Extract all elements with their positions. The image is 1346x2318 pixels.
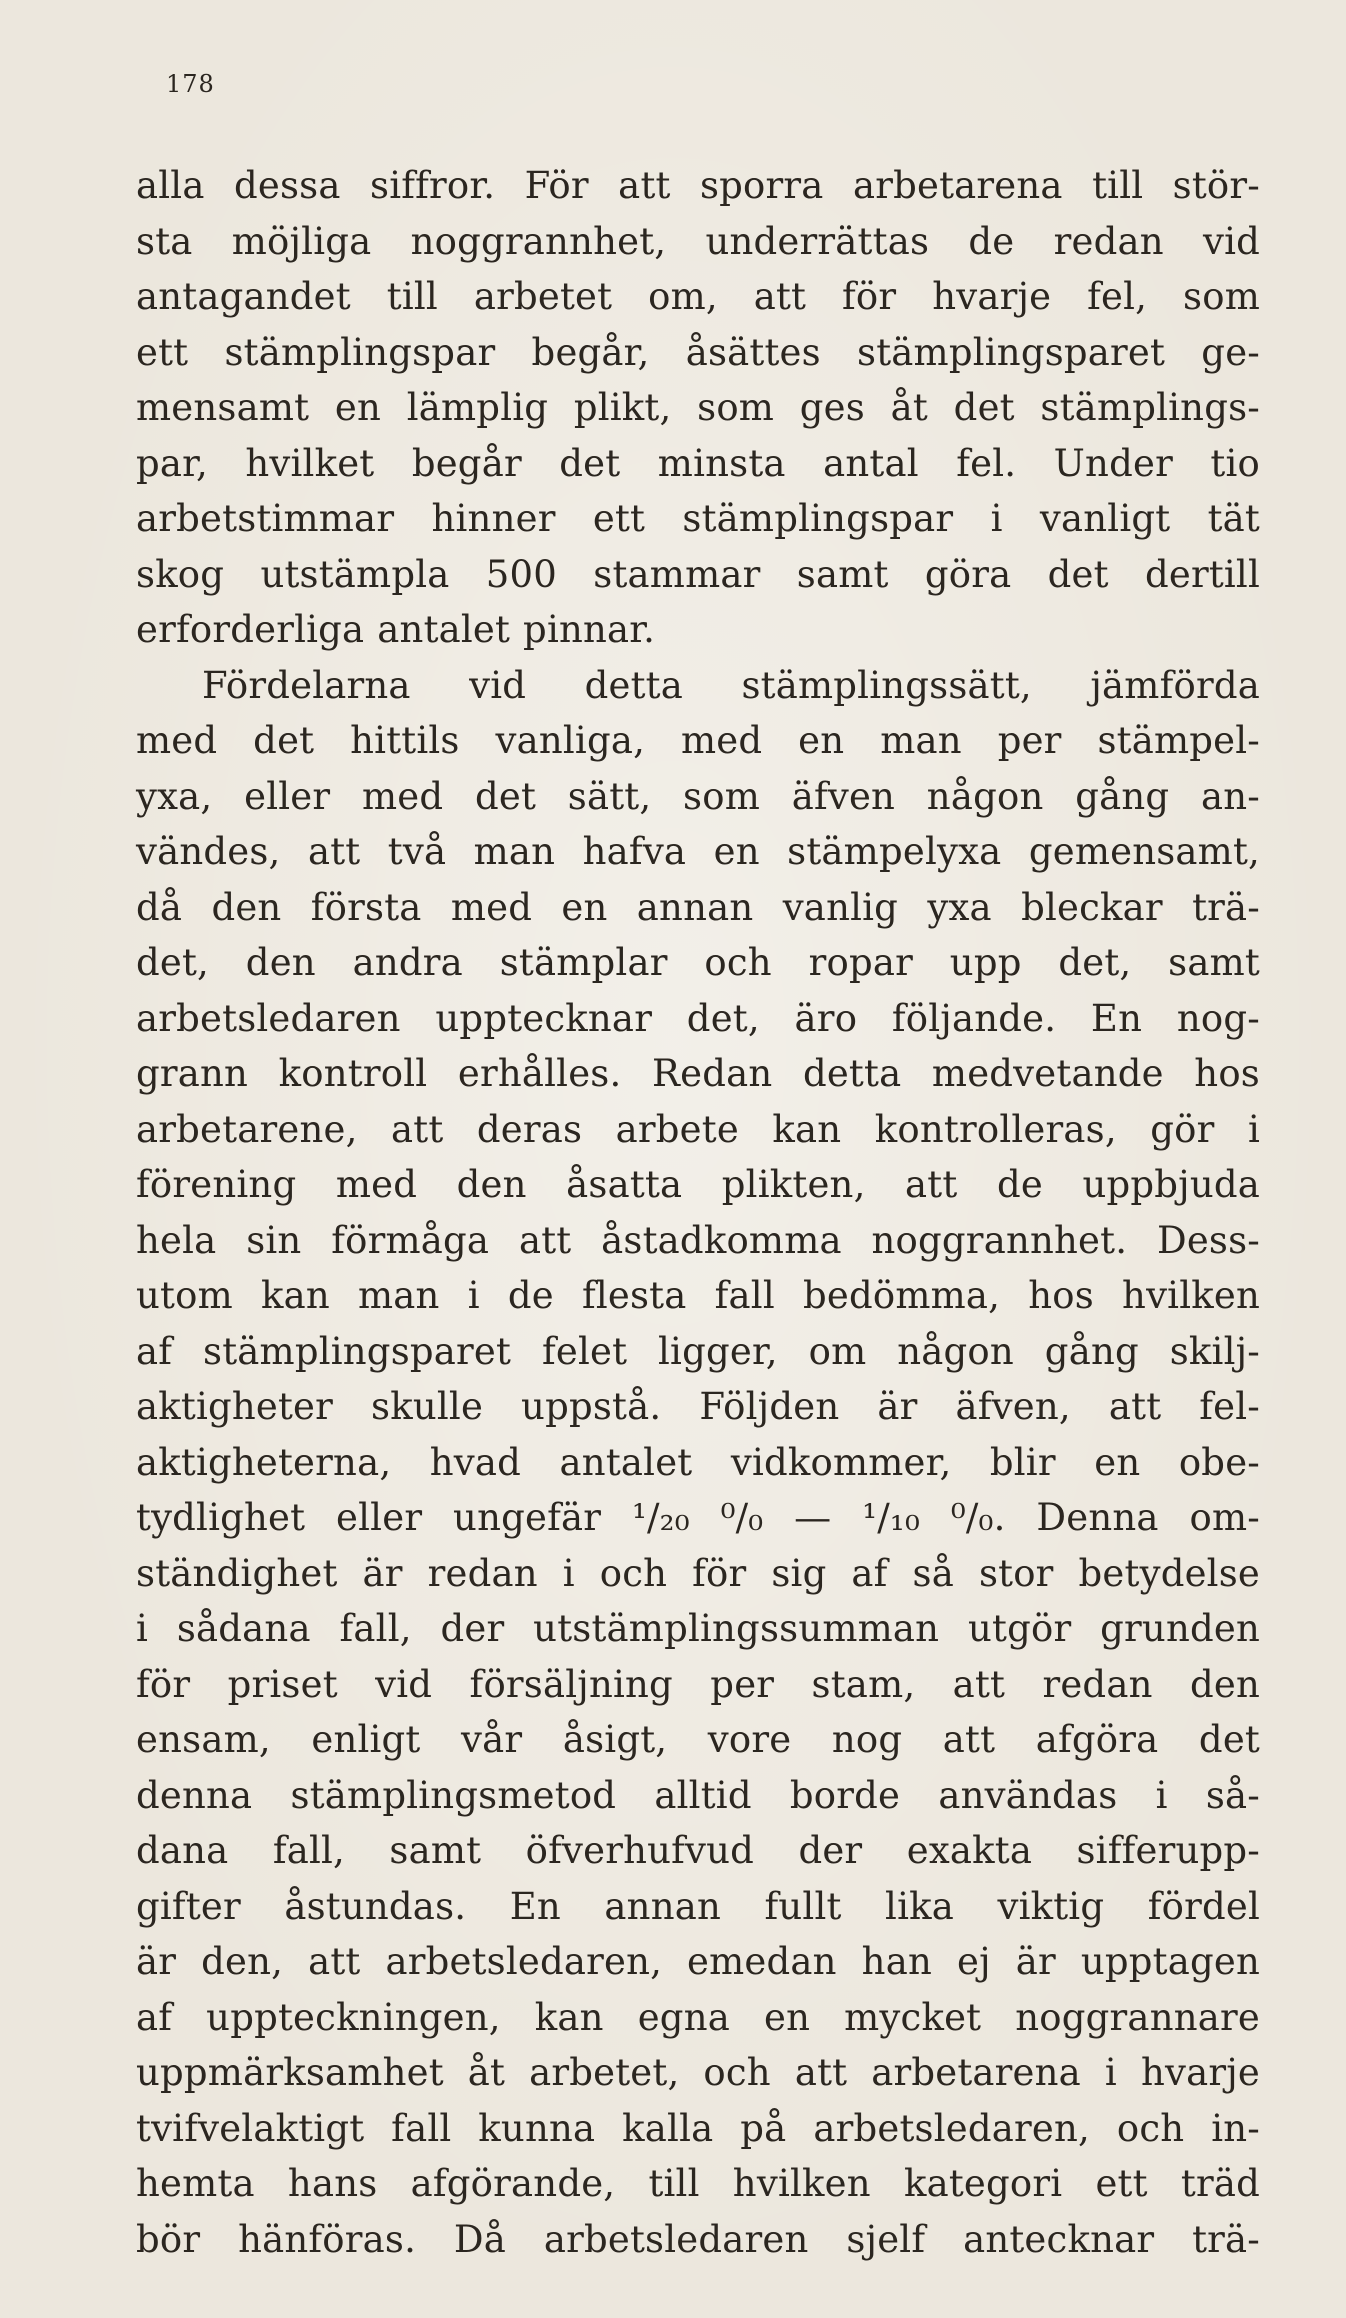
text-line: utom kan man i de flesta fall bedömma, hos hvilken [136,1274,1260,1317]
text-line: denna stämplingsmetod alltid borde användas i så- [136,1773,1260,1817]
text-line: förening med den åsatta plikten, att de uppbjuda [136,1163,1260,1206]
body-text [136,158,1260,2267]
text-line: för priset vid försäljning per stam, att redan den [136,1662,1260,1706]
text-line: gifter åstundas. En annan fullt lika viktig fördel [136,1884,1260,1928]
text-line: med det hittils vanliga, med en man per stämpel- [136,719,1260,762]
text-line: ständighet är redan i och för sig af så stor betydelse [136,1551,1260,1595]
text-line: skog utstämpla 500 stammar samt göra det dertill [136,552,1260,596]
text-line: af uppteckningen, kan egna en mycket noggrannare [136,1995,1260,2039]
text-line: alla dessa siffror. För att sporra arbetarena till stör- [136,164,1260,207]
text-line: uppmärksamhet åt arbetet, och att arbetarena i hvarje [136,2051,1260,2094]
text-line: arbetstimmar hinner ett stämplingspar i vanligt tät [136,497,1260,540]
text-line: arbetsledaren upptecknar det, äro följande. En nog- [136,996,1260,1040]
text-line: det, den andra stämplar och ropar upp det, samt [136,941,1260,984]
page-number: 178 [166,70,215,98]
text-line: hemta hans afgörande, till hvilken kategori ett träd [136,2162,1260,2205]
text-line: vändes, att två man hafva en stämpelyxa gemensamt, [136,830,1260,873]
text-line: hela sin förmåga att åstadkomma noggrannhet. Dess- [136,1218,1260,1262]
text-line: är den, att arbetsledaren, emedan han ej är upptagen [136,1940,1260,1983]
text-line: ensam, enligt vår åsigt, vore nog att afgöra det [136,1718,1260,1761]
text-line: tydlighet eller ungefär ¹/₂₀ ⁰/₀ — ¹/₁₀ ⁰/₀. Denna om- [136,1496,1260,1539]
text-line: sta möjliga noggrannhet, underrättas de redan vid [136,219,1260,263]
text-line: arbetarene, att deras arbete kan kontrolleras, gör i [136,1107,1260,1151]
text-line: tvifvelaktigt fall kunna kalla på arbetsledaren, och in- [136,2106,1260,2150]
text-line: Fördelarna vid detta stämplingssätt, jämförda [202,663,1260,707]
text-line: ett stämplingspar begår, åsättes stämplingsparet ge- [136,330,1260,374]
text-line: då den första med en annan vanlig yxa bleckar trä- [136,885,1260,929]
text-line: yxa, eller med det sätt, som äfven någon gång an- [136,774,1260,818]
text-line: par, hvilket begår det minsta antal fel. Under tio [136,441,1260,485]
text-line: grann kontroll erhålles. Redan detta medvetande hos [136,1052,1260,1095]
text-line: dana fall, samt öfverhufvud der exakta sifferupp- [136,1829,1260,1872]
text-line: bör hänföras. Då arbetsledaren sjelf antecknar trä- [136,2217,1260,2261]
text-line: mensamt en lämplig plikt, som ges åt det stämplings- [136,386,1260,429]
text-line: antagandet till arbetet om, att för hvarje fel, som [136,275,1260,318]
text-line: erforderliga antalet pinnar. [136,608,656,651]
text-line: aktigheter skulle uppstå. Följden är äfven, att fel- [136,1385,1260,1428]
text-line: i sådana fall, der utstämplingssumman utgör grunden [136,1607,1260,1650]
text-line: aktigheterna, hvad antalet vidkommer, blir en obe- [136,1440,1260,1484]
text-line: af stämplingsparet felet ligger, om någon gång skilj- [136,1329,1260,1373]
